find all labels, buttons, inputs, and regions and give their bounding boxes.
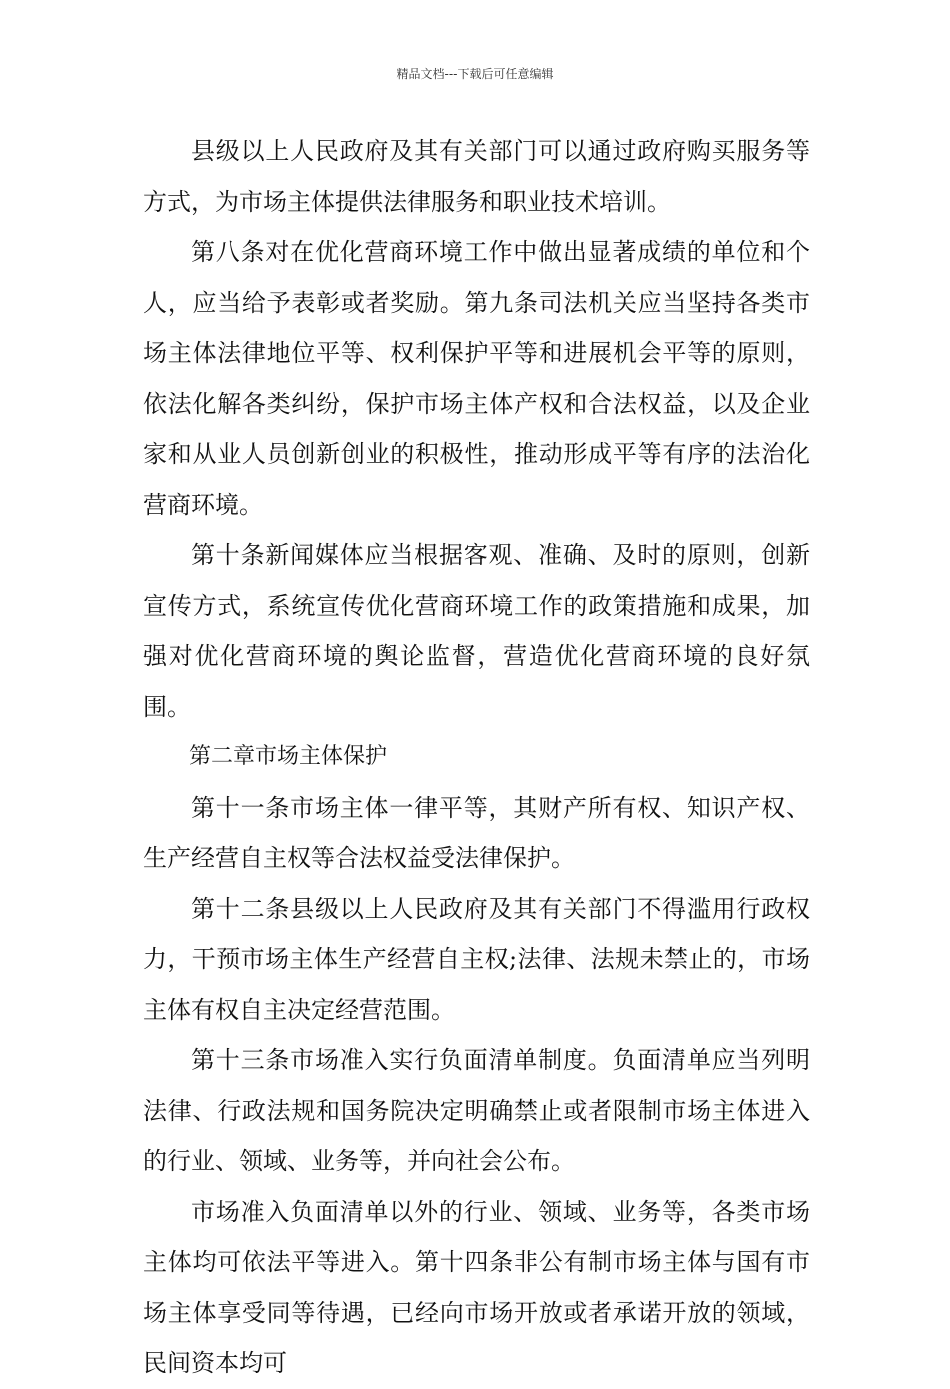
chapter-heading: 第二章市场主体保护 — [189, 744, 388, 769]
paragraph: 第十三条市场准入实行负面清单制度。负面清单应当列明法律、行政法规和国务院决定明确禁止或者限制市场主体进入的行业、领域、业务等，并向社会公布。 — [143, 1046, 810, 1175]
paragraph: 第十一条市场主体一律平等，其财产所有权、知识产权、生产经营自主权等合法权益受法律保护。 — [143, 793, 810, 872]
paragraph: 第十二条县级以上人民政府及其有关部门不得滥用行政权力，干预市场主体生产经营自主权;法律、法规未禁止的，市场主体有权自主决定经营范围。 — [143, 894, 810, 1024]
page-header: 精品文档---下载后可任意编辑 — [396, 67, 554, 81]
paragraph: 市场准入负面清单以外的行业、领域、业务等，各类市场主体均可依法平等进入。第十四条非公有制市场主体与国有市场主体享受同等待遇，已经向市场开放或者承诺开放的领域，民间资本均可 — [143, 1197, 810, 1377]
paragraph: 第八条对在优化营商环境工作中做出显著成绩的单位和个人，应当给予表彰或者奖励。第九条司法机关应当坚持各类市场主体法律地位平等、权利保护平等和进展机会平等的原则，依法化解各类纠纷，保护市场主体产权和合法权益，以及企业家和从业人员创新创业的积极性，推动形成平等有序的法治化营商环境。 — [143, 238, 810, 519]
paragraph: 第十条新闻媒体应当根据客观、准确、及时的原则，创新宣传方式，系统宣传优化营商环境工作的政策措施和成果，加强对优化营商环境的舆论监督，营造优化营商环境的良好氛围。 — [143, 541, 810, 721]
document-body — [143, 126, 810, 1389]
paragraph: 县级以上人民政府及其有关部门可以通过政府购买服务等方式，为市场主体提供法律服务和职业技术培训。 — [143, 137, 810, 216]
